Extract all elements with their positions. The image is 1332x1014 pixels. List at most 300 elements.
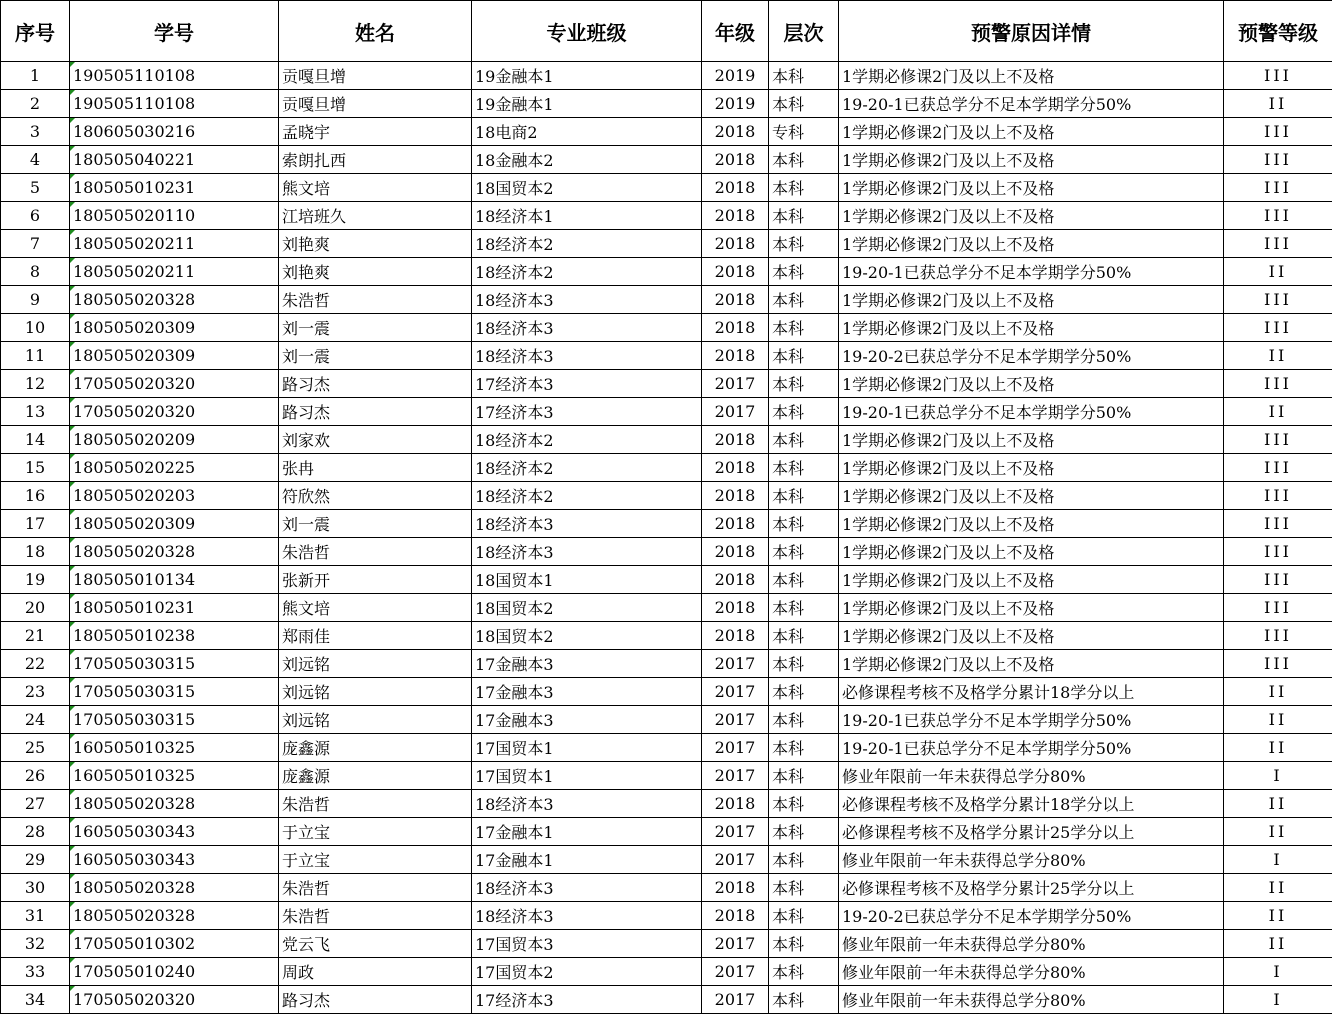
cell-class[interactable]: 18经济本3 — [472, 342, 702, 370]
cell-index[interactable]: 19 — [1, 566, 70, 594]
cell-index[interactable]: 11 — [1, 342, 70, 370]
cell-warning-level[interactable]: III — [1224, 370, 1332, 398]
cell-grade[interactable]: 2018 — [702, 146, 769, 174]
cell-grade[interactable]: 2018 — [702, 426, 769, 454]
cell-index[interactable]: 23 — [1, 678, 70, 706]
cell-index[interactable]: 3 — [1, 118, 70, 146]
cell-class[interactable]: 17金融本3 — [472, 706, 702, 734]
cell-class[interactable]: 17金融本1 — [472, 846, 702, 874]
cell-warning-level[interactable]: I — [1224, 762, 1332, 790]
cell-name[interactable]: 刘艳爽 — [279, 258, 472, 286]
cell-level[interactable]: 本科 — [769, 90, 839, 118]
cell-index[interactable]: 30 — [1, 874, 70, 902]
cell-warning-level[interactable]: II — [1224, 706, 1332, 734]
cell-reason[interactable]: 1学期必修课2门及以上不及格 — [839, 146, 1224, 174]
cell-name[interactable]: 刘一震 — [279, 314, 472, 342]
cell-level[interactable]: 本科 — [769, 902, 839, 930]
cell-class[interactable]: 18经济本3 — [472, 538, 702, 566]
table-row — [1, 622, 1332, 650]
cell-grade[interactable]: 2018 — [702, 594, 769, 622]
cell-warning-level[interactable]: II — [1224, 90, 1332, 118]
cell-index[interactable]: 15 — [1, 454, 70, 482]
cell-grade[interactable]: 2017 — [702, 958, 769, 986]
cell-level[interactable]: 本科 — [769, 314, 839, 342]
cell-student-id[interactable]: 160505010325 — [70, 762, 279, 790]
cell-grade[interactable]: 2017 — [702, 930, 769, 958]
cell-warning-level[interactable]: II — [1224, 398, 1332, 426]
table-row — [1, 426, 1332, 454]
cell-student-id[interactable]: 180505020309 — [70, 314, 279, 342]
cell-class[interactable]: 18经济本3 — [472, 874, 702, 902]
cell-student-id[interactable]: 180505040221 — [70, 146, 279, 174]
cell-student-id[interactable]: 180505020209 — [70, 426, 279, 454]
col-header-student-id[interactable]: 学号 — [70, 1, 279, 62]
col-header-class[interactable]: 专业班级 — [472, 1, 702, 62]
cell-level[interactable]: 本科 — [769, 426, 839, 454]
cell-reason[interactable]: 19-20-2已获总学分不足本学期学分50% — [839, 902, 1224, 930]
cell-index[interactable]: 10 — [1, 314, 70, 342]
cell-warning-level[interactable]: III — [1224, 566, 1332, 594]
cell-reason[interactable]: 修业年限前一年未获得总学分80% — [839, 986, 1224, 1014]
col-header-index[interactable]: 序号 — [1, 1, 70, 62]
cell-level[interactable]: 本科 — [769, 650, 839, 678]
cell-name[interactable]: 刘远铭 — [279, 706, 472, 734]
cell-index[interactable]: 20 — [1, 594, 70, 622]
cell-warning-level[interactable]: II — [1224, 902, 1332, 930]
cell-student-id[interactable]: 180505020309 — [70, 342, 279, 370]
cell-student-id[interactable]: 180505020328 — [70, 790, 279, 818]
table-row — [1, 706, 1332, 734]
cell-class[interactable]: 18国贸本1 — [472, 566, 702, 594]
col-header-warning-level[interactable]: 预警等级 — [1224, 1, 1332, 62]
cell-grade[interactable]: 2018 — [702, 342, 769, 370]
cell-warning-level[interactable]: III — [1224, 482, 1332, 510]
cell-name[interactable]: 江培班久 — [279, 202, 472, 230]
cell-grade[interactable]: 2018 — [702, 874, 769, 902]
cell-index[interactable]: 9 — [1, 286, 70, 314]
cell-level[interactable]: 本科 — [769, 818, 839, 846]
cell-level[interactable]: 本科 — [769, 202, 839, 230]
cell-class[interactable]: 17国贸本2 — [472, 958, 702, 986]
cell-level[interactable]: 本科 — [769, 230, 839, 258]
cell-reason[interactable]: 1学期必修课2门及以上不及格 — [839, 454, 1224, 482]
cell-reason[interactable]: 必修课程考核不及格学分累计18学分以上 — [839, 790, 1224, 818]
cell-level[interactable]: 本科 — [769, 258, 839, 286]
cell-reason[interactable]: 修业年限前一年未获得总学分80% — [839, 846, 1224, 874]
cell-level[interactable]: 本科 — [769, 398, 839, 426]
cell-class[interactable]: 17经济本3 — [472, 370, 702, 398]
cell-reason[interactable]: 19-20-1已获总学分不足本学期学分50% — [839, 706, 1224, 734]
cell-index[interactable]: 34 — [1, 986, 70, 1014]
cell-reason[interactable]: 1学期必修课2门及以上不及格 — [839, 286, 1224, 314]
col-header-level[interactable]: 层次 — [769, 1, 839, 62]
cell-student-id[interactable]: 160505030343 — [70, 818, 279, 846]
cell-warning-level[interactable]: III — [1224, 650, 1332, 678]
table-row — [1, 538, 1332, 566]
cell-warning-level[interactable]: I — [1224, 958, 1332, 986]
cell-level[interactable]: 本科 — [769, 846, 839, 874]
cell-class[interactable]: 17金融本3 — [472, 678, 702, 706]
table-row — [1, 678, 1332, 706]
cell-warning-level[interactable]: II — [1224, 874, 1332, 902]
table-row — [1, 370, 1332, 398]
cell-name[interactable]: 刘家欢 — [279, 426, 472, 454]
cell-class[interactable]: 17经济本3 — [472, 986, 702, 1014]
cell-index[interactable]: 7 — [1, 230, 70, 258]
cell-student-id[interactable]: 170505010240 — [70, 958, 279, 986]
table-row — [1, 874, 1332, 902]
cell-student-id[interactable]: 170505020320 — [70, 398, 279, 426]
cell-name[interactable]: 刘一震 — [279, 510, 472, 538]
cell-name[interactable]: 于立宝 — [279, 846, 472, 874]
cell-reason[interactable]: 1学期必修课2门及以上不及格 — [839, 426, 1224, 454]
cell-student-id[interactable]: 180505020328 — [70, 902, 279, 930]
cell-reason[interactable]: 1学期必修课2门及以上不及格 — [839, 314, 1224, 342]
cell-grade[interactable]: 2018 — [702, 538, 769, 566]
cell-warning-level[interactable]: III — [1224, 286, 1332, 314]
cell-reason[interactable]: 1学期必修课2门及以上不及格 — [839, 118, 1224, 146]
cell-student-id[interactable]: 180505020328 — [70, 538, 279, 566]
cell-warning-level[interactable]: II — [1224, 258, 1332, 286]
cell-grade[interactable]: 2017 — [702, 370, 769, 398]
cell-level[interactable]: 本科 — [769, 706, 839, 734]
cell-student-id[interactable]: 180505010231 — [70, 174, 279, 202]
cell-index[interactable]: 25 — [1, 734, 70, 762]
cell-reason[interactable]: 修业年限前一年未获得总学分80% — [839, 930, 1224, 958]
cell-level[interactable]: 本科 — [769, 146, 839, 174]
cell-grade[interactable]: 2017 — [702, 818, 769, 846]
cell-warning-level[interactable]: III — [1224, 510, 1332, 538]
cell-reason[interactable]: 1学期必修课2门及以上不及格 — [839, 538, 1224, 566]
cell-grade[interactable]: 2018 — [702, 622, 769, 650]
cell-class[interactable]: 18经济本1 — [472, 202, 702, 230]
cell-grade[interactable]: 2017 — [702, 650, 769, 678]
cell-class[interactable]: 18国贸本2 — [472, 622, 702, 650]
cell-name[interactable]: 朱浩哲 — [279, 538, 472, 566]
cell-grade[interactable]: 2018 — [702, 790, 769, 818]
cell-warning-level[interactable]: III — [1224, 538, 1332, 566]
cell-name[interactable]: 路习杰 — [279, 398, 472, 426]
cell-name[interactable]: 于立宝 — [279, 818, 472, 846]
col-header-grade[interactable]: 年级 — [702, 1, 769, 62]
cell-class[interactable]: 18经济本2 — [472, 454, 702, 482]
cell-level[interactable]: 本科 — [769, 566, 839, 594]
cell-index[interactable]: 8 — [1, 258, 70, 286]
cell-name[interactable]: 路习杰 — [279, 370, 472, 398]
cell-grade[interactable]: 2018 — [702, 230, 769, 258]
cell-level[interactable]: 本科 — [769, 678, 839, 706]
cell-class[interactable]: 18经济本2 — [472, 230, 702, 258]
cell-class[interactable]: 18经济本2 — [472, 258, 702, 286]
cell-class[interactable]: 17金融本1 — [472, 818, 702, 846]
cell-student-id[interactable]: 180505020211 — [70, 230, 279, 258]
cell-index[interactable]: 32 — [1, 930, 70, 958]
cell-class[interactable]: 18经济本2 — [472, 482, 702, 510]
cell-student-id[interactable]: 160505030343 — [70, 846, 279, 874]
cell-level[interactable]: 本科 — [769, 958, 839, 986]
cell-class[interactable]: 18电商2 — [472, 118, 702, 146]
cell-reason[interactable]: 1学期必修课2门及以上不及格 — [839, 230, 1224, 258]
table-row — [1, 818, 1332, 846]
cell-student-id[interactable]: 180505020225 — [70, 454, 279, 482]
cell-reason[interactable]: 1学期必修课2门及以上不及格 — [839, 566, 1224, 594]
cell-index[interactable]: 26 — [1, 762, 70, 790]
table-row — [1, 902, 1332, 930]
cell-warning-level[interactable]: III — [1224, 62, 1332, 90]
cell-name[interactable]: 熊文培 — [279, 174, 472, 202]
cell-student-id[interactable]: 180505020110 — [70, 202, 279, 230]
cell-grade[interactable]: 2017 — [702, 678, 769, 706]
cell-level[interactable]: 本科 — [769, 734, 839, 762]
cell-index[interactable]: 5 — [1, 174, 70, 202]
cell-student-id[interactable]: 190505110108 — [70, 62, 279, 90]
cell-grade[interactable]: 2017 — [702, 762, 769, 790]
cell-reason[interactable]: 1学期必修课2门及以上不及格 — [839, 174, 1224, 202]
cell-warning-level[interactable]: I — [1224, 986, 1332, 1014]
cell-name[interactable]: 熊文培 — [279, 594, 472, 622]
cell-warning-level[interactable]: II — [1224, 342, 1332, 370]
cell-class[interactable]: 19金融本1 — [472, 62, 702, 90]
cell-student-id[interactable]: 180505020328 — [70, 286, 279, 314]
cell-name[interactable]: 朱浩哲 — [279, 874, 472, 902]
cell-index[interactable]: 18 — [1, 538, 70, 566]
cell-name[interactable]: 朱浩哲 — [279, 902, 472, 930]
cell-class[interactable]: 18国贸本2 — [472, 174, 702, 202]
cell-reason[interactable]: 必修课程考核不及格学分累计25学分以上 — [839, 874, 1224, 902]
cell-name[interactable]: 朱浩哲 — [279, 790, 472, 818]
cell-class[interactable]: 18经济本3 — [472, 286, 702, 314]
cell-grade[interactable]: 2019 — [702, 62, 769, 90]
cell-student-id[interactable]: 180605030216 — [70, 118, 279, 146]
cell-class[interactable]: 19金融本1 — [472, 90, 702, 118]
cell-name[interactable]: 刘远铭 — [279, 678, 472, 706]
cell-index[interactable]: 17 — [1, 510, 70, 538]
cell-warning-level[interactable]: II — [1224, 930, 1332, 958]
cell-grade[interactable]: 2018 — [702, 566, 769, 594]
cell-grade[interactable]: 2018 — [702, 902, 769, 930]
cell-level[interactable]: 本科 — [769, 622, 839, 650]
cell-warning-level[interactable]: III — [1224, 146, 1332, 174]
table-row — [1, 958, 1332, 986]
cell-index[interactable]: 14 — [1, 426, 70, 454]
cell-index[interactable]: 27 — [1, 790, 70, 818]
cell-grade[interactable]: 2017 — [702, 986, 769, 1014]
cell-level[interactable]: 本科 — [769, 930, 839, 958]
cell-grade[interactable]: 2017 — [702, 846, 769, 874]
cell-index[interactable]: 1 — [1, 62, 70, 90]
cell-level[interactable]: 本科 — [769, 790, 839, 818]
cell-reason[interactable]: 19-20-1已获总学分不足本学期学分50% — [839, 398, 1224, 426]
table-row — [1, 846, 1332, 874]
cell-grade[interactable]: 2018 — [702, 454, 769, 482]
cell-warning-level[interactable]: III — [1224, 202, 1332, 230]
cell-warning-level[interactable]: III — [1224, 426, 1332, 454]
cell-index[interactable]: 31 — [1, 902, 70, 930]
cell-reason[interactable]: 1学期必修课2门及以上不及格 — [839, 202, 1224, 230]
cell-student-id[interactable]: 180505010238 — [70, 622, 279, 650]
cell-reason[interactable]: 1学期必修课2门及以上不及格 — [839, 594, 1224, 622]
cell-grade[interactable]: 2018 — [702, 482, 769, 510]
cell-name[interactable]: 刘一震 — [279, 342, 472, 370]
cell-index[interactable]: 12 — [1, 370, 70, 398]
cell-student-id[interactable]: 170505030315 — [70, 678, 279, 706]
cell-name[interactable]: 贡嘎旦增 — [279, 62, 472, 90]
cell-name[interactable]: 庞鑫源 — [279, 734, 472, 762]
cell-warning-level[interactable]: III — [1224, 314, 1332, 342]
cell-warning-level[interactable]: III — [1224, 118, 1332, 146]
cell-warning-level[interactable]: II — [1224, 678, 1332, 706]
table-row — [1, 454, 1332, 482]
cell-warning-level[interactable]: II — [1224, 818, 1332, 846]
cell-level[interactable]: 本科 — [769, 482, 839, 510]
cell-reason[interactable]: 19-20-2已获总学分不足本学期学分50% — [839, 342, 1224, 370]
cell-warning-level[interactable]: III — [1224, 454, 1332, 482]
cell-class[interactable]: 17经济本3 — [472, 398, 702, 426]
cell-reason[interactable]: 19-20-1已获总学分不足本学期学分50% — [839, 258, 1224, 286]
cell-reason[interactable]: 1学期必修课2门及以上不及格 — [839, 482, 1224, 510]
cell-name[interactable]: 党云飞 — [279, 930, 472, 958]
cell-level[interactable]: 本科 — [769, 342, 839, 370]
cell-reason[interactable]: 1学期必修课2门及以上不及格 — [839, 370, 1224, 398]
cell-student-id[interactable]: 170505020320 — [70, 986, 279, 1014]
cell-grade[interactable]: 2018 — [702, 174, 769, 202]
cell-name[interactable]: 路习杰 — [279, 986, 472, 1014]
cell-name[interactable]: 张新开 — [279, 566, 472, 594]
cell-index[interactable]: 24 — [1, 706, 70, 734]
cell-student-id[interactable]: 170505030315 — [70, 650, 279, 678]
cell-grade[interactable]: 2017 — [702, 734, 769, 762]
cell-reason[interactable]: 19-20-1已获总学分不足本学期学分50% — [839, 734, 1224, 762]
cell-reason[interactable]: 1学期必修课2门及以上不及格 — [839, 510, 1224, 538]
cell-class[interactable]: 17金融本3 — [472, 650, 702, 678]
cell-level[interactable]: 本科 — [769, 62, 839, 90]
table-row — [1, 174, 1332, 202]
cell-warning-level[interactable]: III — [1224, 174, 1332, 202]
cell-level[interactable]: 本科 — [769, 538, 839, 566]
cell-name[interactable]: 张冉 — [279, 454, 472, 482]
cell-index[interactable]: 13 — [1, 398, 70, 426]
cell-student-id[interactable]: 190505110108 — [70, 90, 279, 118]
table-row — [1, 118, 1332, 146]
cell-warning-level[interactable]: III — [1224, 230, 1332, 258]
cell-class[interactable]: 17国贸本1 — [472, 762, 702, 790]
cell-reason[interactable]: 1学期必修课2门及以上不及格 — [839, 62, 1224, 90]
cell-name[interactable]: 庞鑫源 — [279, 762, 472, 790]
cell-student-id[interactable]: 160505010325 — [70, 734, 279, 762]
table-row — [1, 986, 1332, 1014]
cell-class[interactable]: 18经济本3 — [472, 902, 702, 930]
cell-warning-level[interactable]: III — [1224, 622, 1332, 650]
cell-student-id[interactable]: 180505020309 — [70, 510, 279, 538]
cell-index[interactable]: 29 — [1, 846, 70, 874]
cell-level[interactable]: 本科 — [769, 986, 839, 1014]
cell-level[interactable]: 本科 — [769, 454, 839, 482]
cell-name[interactable]: 刘艳爽 — [279, 230, 472, 258]
cell-student-id[interactable]: 170505030315 — [70, 706, 279, 734]
cell-index[interactable]: 2 — [1, 90, 70, 118]
cell-reason[interactable]: 1学期必修课2门及以上不及格 — [839, 622, 1224, 650]
cell-student-id[interactable]: 180505020203 — [70, 482, 279, 510]
cell-grade[interactable]: 2018 — [702, 202, 769, 230]
cell-level[interactable]: 本科 — [769, 370, 839, 398]
cell-name[interactable]: 孟晓宇 — [279, 118, 472, 146]
cell-index[interactable]: 16 — [1, 482, 70, 510]
cell-name[interactable]: 索朗扎西 — [279, 146, 472, 174]
cell-class[interactable]: 17国贸本1 — [472, 734, 702, 762]
col-header-reason[interactable]: 预警原因详情 — [839, 1, 1224, 62]
cell-grade[interactable]: 2018 — [702, 314, 769, 342]
cell-index[interactable]: 4 — [1, 146, 70, 174]
cell-name[interactable]: 周政 — [279, 958, 472, 986]
cell-level[interactable]: 本科 — [769, 174, 839, 202]
cell-reason[interactable]: 19-20-1已获总学分不足本学期学分50% — [839, 90, 1224, 118]
cell-level[interactable]: 本科 — [769, 762, 839, 790]
cell-student-id[interactable]: 170505010302 — [70, 930, 279, 958]
col-header-name[interactable]: 姓名 — [279, 1, 472, 62]
cell-grade[interactable]: 2017 — [702, 706, 769, 734]
cell-grade[interactable]: 2017 — [702, 398, 769, 426]
cell-class[interactable]: 18国贸本2 — [472, 594, 702, 622]
cell-class[interactable]: 18经济本3 — [472, 790, 702, 818]
cell-index[interactable]: 6 — [1, 202, 70, 230]
cell-class[interactable]: 18金融本2 — [472, 146, 702, 174]
cell-index[interactable]: 22 — [1, 650, 70, 678]
table-row — [1, 734, 1332, 762]
cell-reason[interactable]: 1学期必修课2门及以上不及格 — [839, 650, 1224, 678]
cell-student-id[interactable]: 180505010134 — [70, 566, 279, 594]
cell-class[interactable]: 17国贸本3 — [472, 930, 702, 958]
cell-name[interactable]: 贡嘎旦增 — [279, 90, 472, 118]
cell-name[interactable]: 朱浩哲 — [279, 286, 472, 314]
cell-grade[interactable]: 2019 — [702, 90, 769, 118]
cell-student-id[interactable]: 180505010231 — [70, 594, 279, 622]
cell-level[interactable]: 本科 — [769, 874, 839, 902]
cell-class[interactable]: 18经济本3 — [472, 314, 702, 342]
cell-grade[interactable]: 2018 — [702, 118, 769, 146]
cell-index[interactable]: 21 — [1, 622, 70, 650]
cell-index[interactable]: 33 — [1, 958, 70, 986]
cell-student-id[interactable]: 180505020328 — [70, 874, 279, 902]
table-row — [1, 398, 1332, 426]
cell-warning-level[interactable]: III — [1224, 594, 1332, 622]
cell-warning-level[interactable]: II — [1224, 790, 1332, 818]
cell-class[interactable]: 18经济本3 — [472, 510, 702, 538]
cell-name[interactable]: 郑雨佳 — [279, 622, 472, 650]
cell-reason[interactable]: 修业年限前一年未获得总学分80% — [839, 762, 1224, 790]
cell-level[interactable]: 本科 — [769, 510, 839, 538]
table-row — [1, 510, 1332, 538]
cell-index[interactable]: 28 — [1, 818, 70, 846]
cell-level[interactable]: 本科 — [769, 594, 839, 622]
cell-student-id[interactable]: 180505020211 — [70, 258, 279, 286]
cell-name[interactable]: 符欣然 — [279, 482, 472, 510]
cell-name[interactable]: 刘远铭 — [279, 650, 472, 678]
table-row — [1, 62, 1332, 90]
cell-warning-level[interactable]: II — [1224, 734, 1332, 762]
cell-level[interactable]: 专科 — [769, 118, 839, 146]
cell-class[interactable]: 18经济本2 — [472, 426, 702, 454]
cell-grade[interactable]: 2018 — [702, 510, 769, 538]
cell-grade[interactable]: 2018 — [702, 286, 769, 314]
cell-reason[interactable]: 必修课程考核不及格学分累计25学分以上 — [839, 818, 1224, 846]
cell-level[interactable]: 本科 — [769, 286, 839, 314]
cell-grade[interactable]: 2018 — [702, 258, 769, 286]
cell-warning-level[interactable]: I — [1224, 846, 1332, 874]
table-body — [1, 62, 1332, 1014]
cell-reason[interactable]: 修业年限前一年未获得总学分80% — [839, 958, 1224, 986]
cell-reason[interactable]: 必修课程考核不及格学分累计18学分以上 — [839, 678, 1224, 706]
cell-student-id[interactable]: 170505020320 — [70, 370, 279, 398]
